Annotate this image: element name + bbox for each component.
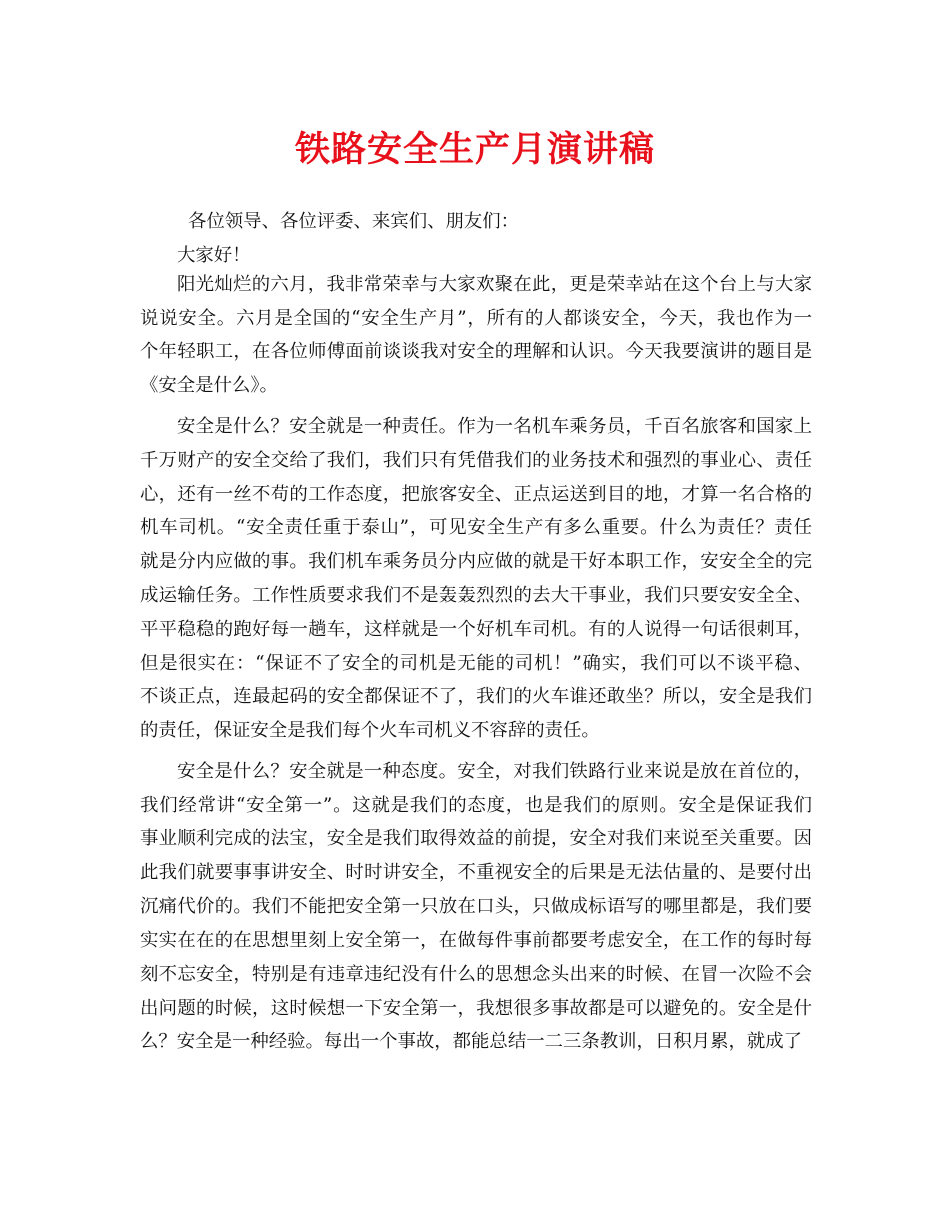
paragraph-line: 出问题的时候，这时候想一下安全第一，我想很多事故都是可以避免的。安全是什 <box>140 998 812 1019</box>
document-body <box>140 0 812 1230</box>
paragraph-line: 心，还有一丝不苟的工作态度，把旅客安全、正点运送到目的地，才算一名合格的 <box>140 484 812 505</box>
paragraph-line: 说说安全。六月是全国的“安全生产月”，所有的人都谈安全，今天，我也作为一 <box>140 308 812 329</box>
paragraph-line: 机车司机。“安全责任重于泰山”，可见安全生产有多么重要。什么为责任？责任 <box>140 517 812 538</box>
paragraph-line: 么？安全是一种经验。每出一个事故，都能总结一二三条教训，日积月累，就成了 <box>140 1031 803 1052</box>
paragraph-line: 的责任，保证安全是我们每个火车司机义不容辞的责任。 <box>140 720 600 741</box>
paragraph-line: 阳光灿烂的六月，我非常荣幸与大家欢聚在此，更是荣幸站在这个台上与大家 <box>177 274 812 295</box>
paragraph-line: 但是很实在：“保证不了安全的司机是无能的司机！”确实，我们可以不谈平稳、 <box>140 653 812 674</box>
paragraph-line: 我们经常讲“安全第一”。这就是我们的态度，也是我们的原则。安全是保证我们 <box>140 795 812 816</box>
paragraph-line: 沉痛代价的。我们不能把安全第一只放在口头，只做成标语写的哪里都是，我们要 <box>140 896 812 917</box>
paragraph-line: 就是分内应做的事。我们机车乘务员分内应做的就是干好本职工作，安安全全的完 <box>140 551 812 572</box>
paragraph-line: 实实在在的在思想里刻上安全第一，在做每件事前都要考虑安全，在工作的每时每 <box>140 930 812 951</box>
paragraph-line: 《安全是什么》。 <box>140 375 278 396</box>
paragraph-line: 安全是什么？安全就是一种态度。安全，对我们铁路行业来说是放在首位的， <box>177 761 812 782</box>
paragraph-line: 各位领导、各位评委、来宾们、朋友们： <box>188 211 520 232</box>
document-title: 铁路安全生产月演讲稿 <box>294 129 655 170</box>
paragraph-line: 成运输任务。工作性质要求我们不是轰轰烈烈的去大干事业，我们只要安安全全、 <box>140 585 812 606</box>
paragraph-line: 大家好！ <box>177 245 251 266</box>
paragraph-line: 事业顺利完成的法宝，安全是我们取得效益的前提，安全对我们来说至关重要。因 <box>140 828 812 849</box>
paragraph-line: 刻不忘安全，特别是有违章违纪没有什么的思想念头出来的时候、在冒一次险不会 <box>140 964 812 985</box>
paragraph-line: 平平稳稳的跑好每一趟车，这样就是一个好机车司机。有的人说得一句话很刺耳， <box>140 619 812 640</box>
paragraph-line: 安全是什么？安全就是一种责任。作为一名机车乘务员，千百名旅客和国家上 <box>177 416 812 437</box>
paragraph-line: 千万财产的安全交给了我们，我们只有凭借我们的业务技术和强烈的事业心、责任 <box>140 450 812 471</box>
paragraph-line: 此我们就要事事讲安全、时时讲安全，不重视安全的后果是无法估量的、是要付出 <box>140 862 812 883</box>
paragraph-line: 个年轻职工，在各位师傅面前谈谈我对安全的理解和认识。今天我要演讲的题目是 <box>140 341 812 362</box>
paragraph-line: 不谈正点，连最起码的安全都保证不了，我们的火车谁还敢坐？所以，安全是我们 <box>140 686 812 707</box>
